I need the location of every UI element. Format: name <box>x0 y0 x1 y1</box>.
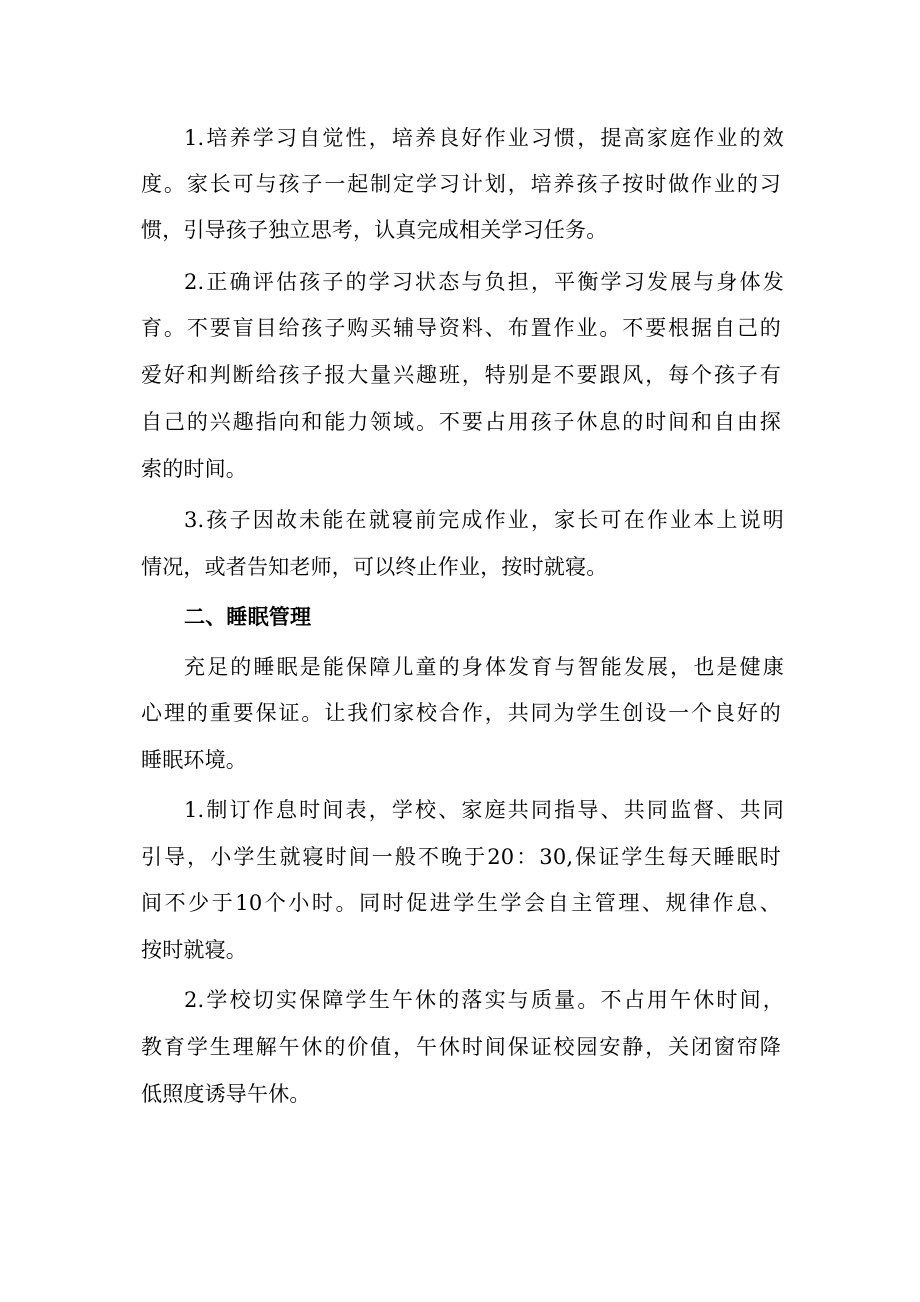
paragraph-2-line-5: 索的时间。 <box>141 457 247 481</box>
paragraph-4-line-1: 充足的睡眠是能保障儿童的身体发育与智能发展，也是健康 <box>184 655 784 679</box>
paragraph-3-line-1: 3.孩子因故未能在就寝前完成作业，家长可在作业本上说明 <box>184 508 784 532</box>
paragraph-5-line-1: 1.制订作息时间表，学校、家庭共同指导、共同监督、共同 <box>184 798 784 822</box>
paragraph-5-line-4: 按时就寝。 <box>141 938 247 962</box>
paragraph-2-line-2: 育。不要盲目给孩子购买辅导资料、布置作业。不要根据自己的 <box>141 316 781 340</box>
paragraph-2-line-3: 爱好和判断给孩子报大量兴趣班，特别是不要跟风，每个孩子有 <box>141 363 781 387</box>
paragraph-6-line-1: 2.学校切实保障学生午休的落实与质量。不占用午休时间， <box>184 988 784 1012</box>
paragraph-5-line-3: 间不少于10个小时。同时促进学生学会自主管理、规律作息、 <box>141 891 781 915</box>
paragraph-3-line-2: 情况，或者告知老师，可以终止作业，按时就寝。 <box>141 555 608 579</box>
paragraph-1-line-1: 1.培养学习自觉性，培养良好作业习惯，提高家庭作业的效 <box>184 126 784 150</box>
paragraph-1-line-3: 惯，引导孩子独立思考，认真完成相关学习任务。 <box>141 218 608 242</box>
paragraph-2-line-4: 自己的兴趣指向和能力领域。不要占用孩子休息的时间和自由探 <box>141 410 781 434</box>
paragraph-4-line-3: 睡眠环境。 <box>141 748 247 772</box>
paragraph-5-line-2: 引导，小学生就寝时间一般不晚于20：30,保证学生每天睡眠时 <box>141 845 781 869</box>
paragraph-2-line-1: 2.正确评估孩子的学习状态与负担，平衡学习发展与身体发 <box>184 270 784 294</box>
section-heading: 二、睡眠管理 <box>184 605 312 629</box>
paragraph-4-line-2: 心理的重要保证。让我们家校合作，共同为学生创设一个良好的 <box>141 701 781 725</box>
paragraph-6-line-3: 低照度诱导午休。 <box>141 1082 311 1106</box>
paragraph-1-line-2: 度。家长可与孩子一起制定学习计划，培养孩子按时做作业的习 <box>141 172 781 196</box>
paragraph-6-line-2: 教育学生理解午休的价值，午休时间保证校园安静，关闭窗帘降 <box>141 1035 781 1059</box>
